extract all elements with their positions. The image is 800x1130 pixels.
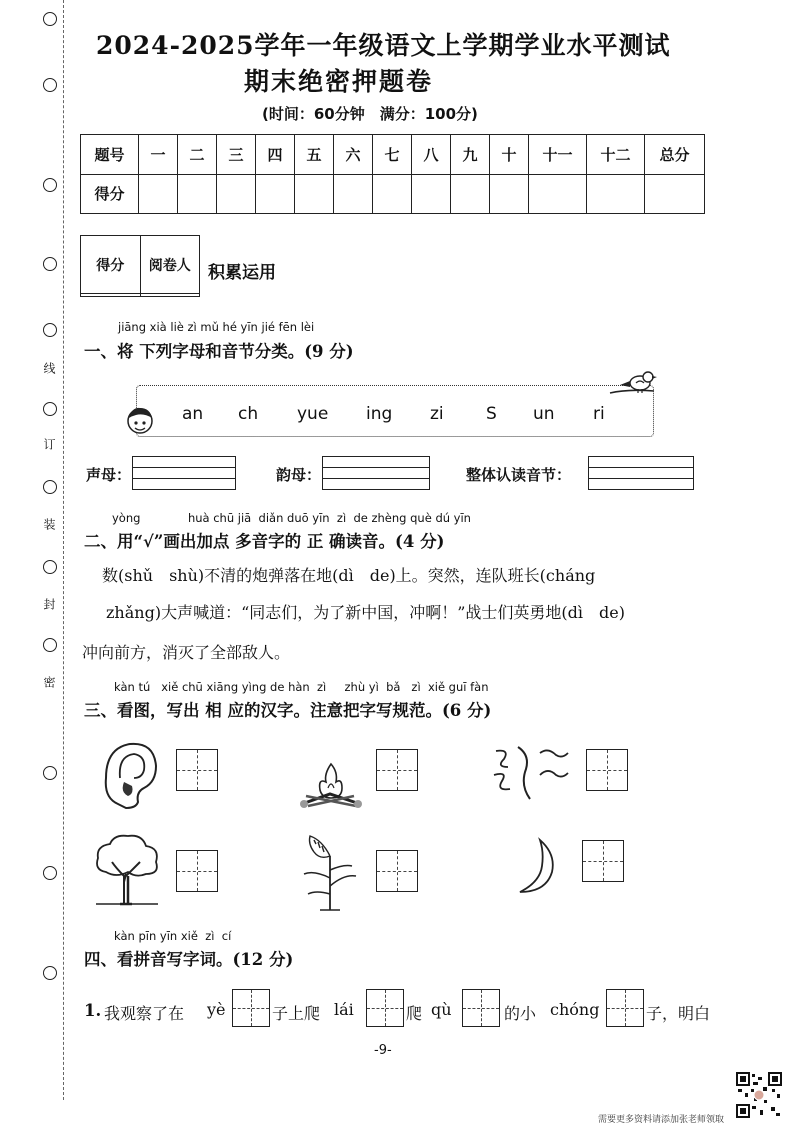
- binding-char-ding: 订: [42, 438, 56, 450]
- answer-lines-yunmu[interactable]: [322, 456, 430, 490]
- score-table: [80, 134, 705, 214]
- page-number: -9-: [374, 1043, 392, 1058]
- score-header-cell: 一: [139, 135, 178, 175]
- writing-grid-moon[interactable]: [582, 840, 624, 882]
- grader-name-cell[interactable]: [140, 294, 200, 297]
- score-cell[interactable]: [529, 174, 587, 214]
- score-header-cell: 七: [373, 135, 412, 175]
- grader-score-label: 得分: [81, 236, 141, 294]
- binding-hole: [43, 323, 57, 337]
- binding-hole: [43, 560, 57, 574]
- binding-hole: [43, 402, 57, 416]
- writing-grid-chong[interactable]: [606, 989, 644, 1027]
- letter-item: zi: [430, 404, 444, 424]
- writing-grid-tree[interactable]: [176, 850, 218, 892]
- q2-passage-line1: 数(shǔ shù)不清的炮弹落在地(dì de)上。突然，连队班长(cháng: [102, 566, 596, 585]
- exam-subtitle: 期末绝密押题卷: [244, 67, 434, 96]
- score-cell[interactable]: [451, 174, 490, 214]
- q4-pinyin-prompt: lái: [334, 1000, 354, 1019]
- binding-hole: [43, 480, 57, 494]
- score-header-cell: 六: [334, 135, 373, 175]
- q1-title: 一、将 下列字母和音节分类。(9 分): [84, 342, 354, 361]
- score-cell[interactable]: [295, 174, 334, 214]
- binding-hole: [43, 12, 57, 26]
- grader-box: [80, 235, 200, 297]
- binding-margin: [40, 0, 74, 1100]
- writing-grid-water[interactable]: [586, 749, 628, 791]
- binding-hole: [43, 966, 57, 980]
- moon-picture: [510, 836, 560, 896]
- score-cell[interactable]: [334, 174, 373, 214]
- binding-char-feng: 封: [42, 598, 56, 610]
- score-cell[interactable]: [178, 174, 217, 214]
- q4-title: 四、看拼音写字词。(12 分): [84, 950, 294, 969]
- label-yunmu: 韵母：: [276, 466, 322, 484]
- q4-sentence-number: 1.: [84, 1001, 102, 1020]
- score-cell[interactable]: [587, 174, 645, 214]
- time-info: (时间：60分钟 满分：100分): [262, 105, 478, 123]
- label-shengmu: 声母：: [86, 466, 132, 484]
- letter-item: S: [486, 404, 497, 424]
- q4-pinyin-prompt: qù: [431, 1000, 452, 1019]
- binding-hole: [43, 78, 57, 92]
- score-header-cell: 十一: [529, 135, 587, 175]
- fire-picture: [296, 760, 366, 810]
- q2-pinyin: yòng huà chū jiā diǎn duō yīn zì de zhèng què dú yīn: [112, 511, 471, 525]
- ear-picture: [100, 738, 160, 810]
- score-table-header-row: [81, 135, 705, 175]
- score-cell[interactable]: [645, 174, 705, 214]
- binding-hole: [43, 866, 57, 880]
- score-cell[interactable]: [139, 174, 178, 214]
- score-header-cell: 十二: [587, 135, 645, 175]
- letter-item: ch: [238, 404, 259, 424]
- letter-item: ri: [593, 404, 605, 424]
- q4-sentence-part: 爬: [406, 1004, 423, 1023]
- boy-icon: [124, 404, 156, 442]
- section-title: 积累运用: [208, 263, 276, 283]
- score-table-score-row: [81, 174, 705, 214]
- score-cell[interactable]: [373, 174, 412, 214]
- letter-item: un: [533, 404, 555, 424]
- letter-item: ing: [366, 404, 393, 424]
- writing-grid-fire[interactable]: [376, 749, 418, 791]
- tree-picture: [92, 832, 162, 906]
- q4-sentence-part: 子，明白: [646, 1004, 711, 1023]
- binding-char-xian: 线: [42, 362, 56, 374]
- binding-hole: [43, 638, 57, 652]
- score-header-cell: 二: [178, 135, 217, 175]
- q2-title: 二、用“√”画出加点 多音字的 正 确读音。(4 分): [84, 532, 445, 551]
- binding-hole: [43, 766, 57, 780]
- letter-item: yue: [297, 404, 329, 424]
- binding-hole: [43, 178, 57, 192]
- score-header-cell: 九: [451, 135, 490, 175]
- q4-pinyin-prompt: chóng: [550, 1000, 600, 1019]
- grader-score-cell[interactable]: [81, 294, 141, 297]
- letters-box: [136, 385, 654, 437]
- qr-code-icon: [736, 1072, 782, 1118]
- water-picture: [490, 745, 574, 801]
- q3-title: 三、看图，写出 相 应的汉字。注意把字写规范。(6 分): [84, 701, 492, 720]
- writing-grid-ye[interactable]: [232, 989, 270, 1027]
- binding-dashed-line: [63, 0, 64, 1100]
- letter-item: an: [182, 404, 204, 424]
- score-header-cell: 八: [412, 135, 451, 175]
- q4-sentence-part: 子上爬: [272, 1004, 321, 1023]
- binding-char-mi: 密: [42, 676, 56, 688]
- q2-passage-line2: zhǎng)大声喊道：“同志们，为了新中国，冲啊！”战士们英勇地(dì de): [106, 603, 625, 622]
- bird-icon: [608, 367, 658, 401]
- q4-sentence-part: 我观察了在: [104, 1004, 185, 1023]
- writing-grid-qu[interactable]: [462, 989, 500, 1027]
- score-cell[interactable]: [412, 174, 451, 214]
- score-header-cell: 五: [295, 135, 334, 175]
- q3-pinyin: kàn tú xiě chū xiāng yìng de hàn zì zhù yì bǎ zì xiě guī fàn: [114, 680, 489, 694]
- score-header-cell: 四: [256, 135, 295, 175]
- footer-note: 需要更多资料请添加张老师领取: [598, 1115, 725, 1125]
- score-header-cell: 总分: [645, 135, 705, 175]
- score-cell[interactable]: [217, 174, 256, 214]
- q4-pinyin-prompt: yè: [207, 1000, 226, 1019]
- score-header-cell: 题号: [81, 135, 139, 175]
- binding-hole: [43, 257, 57, 271]
- writing-grid-lai[interactable]: [366, 989, 404, 1027]
- q4-sentence-part: 的小: [504, 1004, 537, 1023]
- writing-grid-grain[interactable]: [376, 850, 418, 892]
- binding-char-zhuang: 装: [42, 518, 56, 530]
- q2-passage-line3: 冲向前方，消灭了全部敌人。: [82, 643, 291, 662]
- score-header-cell: 十: [490, 135, 529, 175]
- exam-title: 2024-2025学年一年级语文上学期学业水平测试: [96, 31, 671, 60]
- label-zhengti: 整体认读音节：: [466, 466, 572, 484]
- answer-lines-zhengti[interactable]: [588, 456, 694, 490]
- score-row-label: 得分: [81, 174, 139, 214]
- writing-grid-ear[interactable]: [176, 749, 218, 791]
- q1-pinyin: jiāng xià liè zì mǔ hé yīn jié fēn lèi: [118, 320, 315, 334]
- answer-lines-shengmu[interactable]: [132, 456, 236, 490]
- score-cell[interactable]: [256, 174, 295, 214]
- q4-pinyin: kàn pīn yīn xiě zì cí: [114, 929, 232, 943]
- grain-picture: [300, 830, 360, 912]
- score-header-cell: 三: [217, 135, 256, 175]
- grader-name-label: 阅卷人: [140, 236, 200, 294]
- score-cell[interactable]: [490, 174, 529, 214]
